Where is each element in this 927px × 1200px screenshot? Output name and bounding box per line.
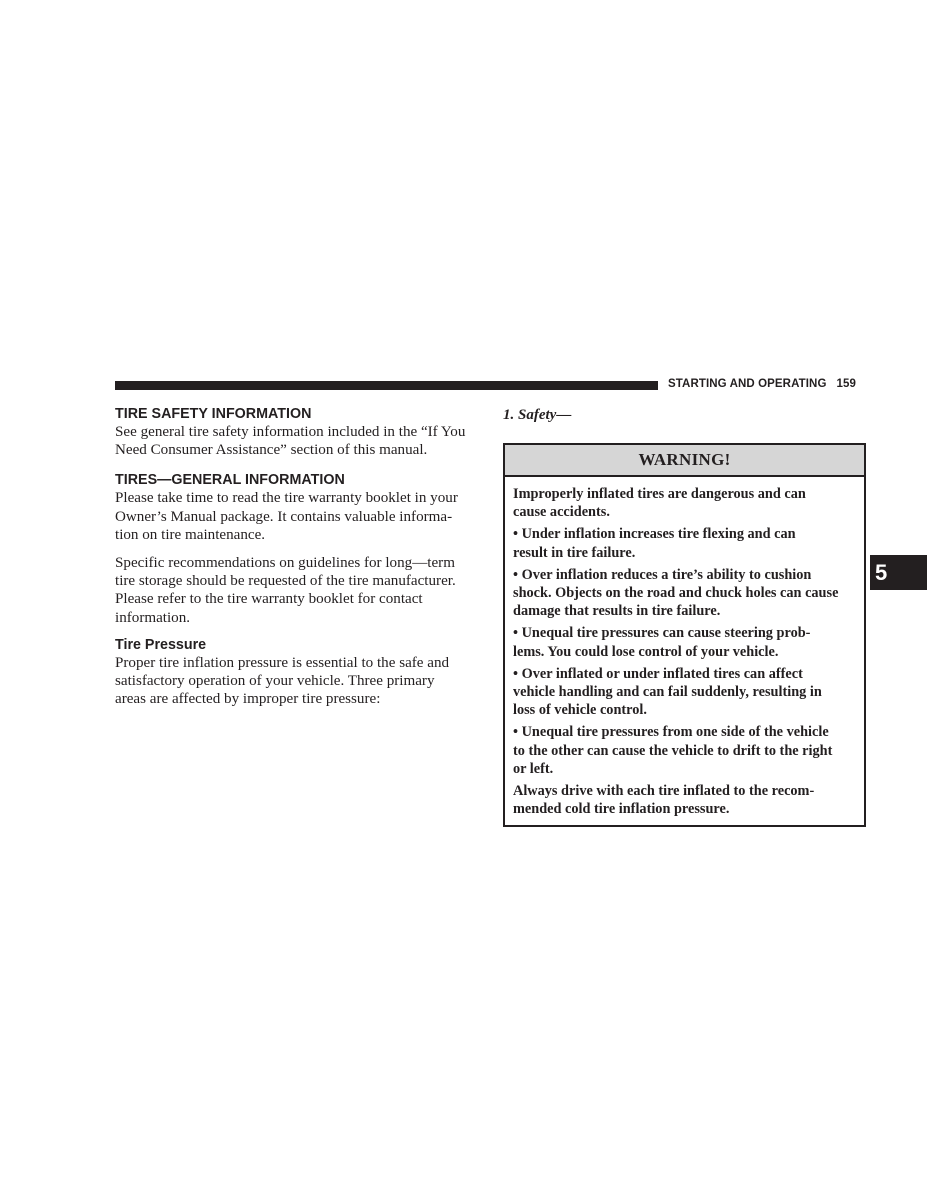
text-line: areas are affected by improper tire pressure:	[115, 691, 381, 708]
text-line: tire storage should be requested of the tire manufacturer.	[115, 573, 456, 590]
text-line: • Unequal tire pressures can cause steering prob-	[513, 625, 811, 642]
warning-title: WARNING!	[505, 445, 864, 477]
text-line: cause accidents.	[513, 504, 610, 521]
text-line: • Over inflation reduces a tire’s ability to cushion	[513, 566, 812, 583]
warning-paragraph	[513, 782, 856, 818]
text-line: information.	[115, 609, 191, 626]
text-line: Always drive with each tire inflated to the recom-	[513, 783, 815, 800]
text-line: mended cold tire inflation pressure.	[513, 801, 730, 818]
text-line: result in tire failure.	[513, 544, 636, 561]
chapter-tab: 5	[870, 555, 927, 590]
text-line: shock. Objects on the road and chuck holes can cause	[513, 585, 839, 602]
text-line: Please refer to the tire warranty booklet for contact	[115, 591, 423, 608]
text-line: Proper tire inflation pressure is essential to the safe and	[115, 654, 450, 671]
tires-general-paragraph-2	[115, 554, 478, 627]
text-line: Specific recommendations on guidelines for long—term	[115, 555, 455, 572]
warning-bullet	[513, 723, 856, 778]
text-line: Owner’s Manual package. It contains valuable informa-	[115, 508, 453, 525]
text-line: satisfactory operation of your vehicle. Three primary	[115, 673, 435, 690]
text-line: See general tire safety information included in the “If You	[115, 424, 466, 440]
text-line: Improperly inflated tires are dangerous and can	[513, 486, 806, 502]
tire-safety-heading: TIRE SAFETY INFORMATION	[115, 406, 312, 422]
text-line: lems. You could lose control of your vehicle.	[513, 643, 779, 660]
warning-bullet	[513, 665, 856, 720]
text-line: • Over inflated or under inflated tires can affect	[513, 665, 803, 682]
section-title: STARTING AND OPERATING	[668, 378, 827, 390]
warning-box	[503, 443, 866, 827]
text-line: damage that results in tire failure.	[513, 603, 721, 620]
warning-body	[505, 477, 864, 818]
safety-label: 1. Safety—	[503, 407, 572, 423]
text-line: loss of vehicle control.	[513, 702, 647, 719]
left-column	[115, 405, 478, 708]
warning-bullet	[513, 525, 856, 561]
text-line: Please take time to read the tire warranty booklet in your	[115, 490, 458, 507]
warning-paragraph	[513, 485, 856, 521]
text-line: tion on tire maintenance.	[115, 526, 266, 543]
page-number: 159	[836, 378, 857, 390]
tire-pressure-paragraph	[115, 654, 478, 709]
running-header	[668, 378, 856, 390]
tire-safety-paragraph	[115, 423, 478, 459]
tires-general-paragraph-1	[115, 489, 478, 544]
tire-pressure-heading: Tire Pressure	[115, 636, 207, 653]
text-line: or left.	[513, 760, 554, 777]
text-line: vehicle handling and can fail suddenly, resulting in	[513, 684, 822, 701]
text-line: to the other can cause the vehicle to drift to the right	[513, 742, 833, 759]
warning-bullet	[513, 624, 856, 660]
right-column	[503, 405, 866, 425]
tires-general-heading: TIRES—GENERAL INFORMATION	[115, 472, 345, 489]
header-rule	[115, 381, 658, 390]
text-line: Need Consumer Assistance” section of this manual.	[115, 442, 428, 459]
text-line: • Under inflation increases tire flexing and can	[513, 526, 796, 543]
text-line: • Unequal tire pressures from one side of the vehicle	[513, 724, 829, 741]
warning-bullet	[513, 566, 856, 621]
